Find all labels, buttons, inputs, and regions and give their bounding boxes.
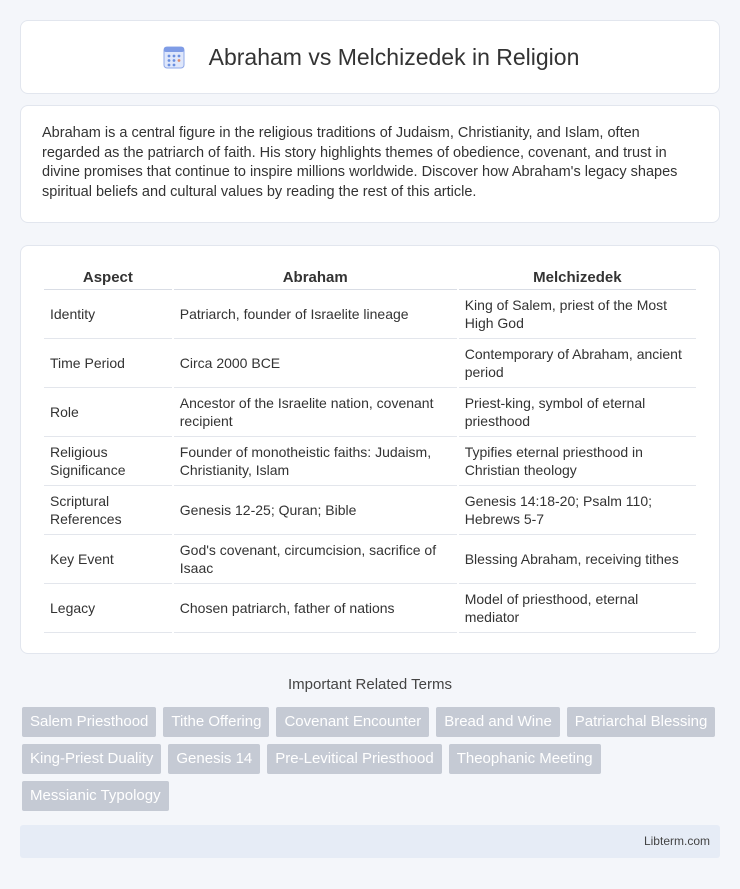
document-grid-icon <box>161 44 187 70</box>
tag-salem-priesthood[interactable]: Salem Priesthood <box>22 707 156 737</box>
header-abraham: Abraham <box>174 266 457 290</box>
row-aspect: Scriptural References <box>44 486 172 535</box>
row-abraham: Ancestor of the Israelite nation, covenant recipient <box>174 388 457 437</box>
tag-covenant-encounter[interactable]: Covenant Encounter <box>276 707 429 737</box>
intro-text: Abraham is a central figure in the religious traditions of Judaism, Christianity, and Islam, often regarded as the patriarch of faith. His story highlights themes of obedience, covenant, and trust in divine promises that continue to inspire millions worldwide. Discover how Abraham's legacy shapes spiritual beliefs and cultural values by reading the rest of this article. <box>42 125 678 200</box>
related-terms-title: Important Related Terms <box>288 676 452 693</box>
row-abraham: Genesis 12-25; Quran; Bible <box>174 486 457 535</box>
row-abraham: Chosen patriarch, father of nations <box>174 584 457 633</box>
footer <box>20 825 720 858</box>
tag-patriarchal-blessing[interactable]: Patriarchal Blessing <box>567 707 716 737</box>
row-aspect: Role <box>44 388 172 437</box>
row-aspect: Key Event <box>44 535 172 584</box>
table-row <box>44 535 696 584</box>
row-abraham: Patriarch, founder of Israelite lineage <box>174 290 457 339</box>
header-card <box>20 20 720 94</box>
header-aspect: Aspect <box>44 266 172 290</box>
tag-messianic-typology[interactable]: Messianic Typology <box>22 781 169 811</box>
tag-king-priest-duality[interactable]: King-Priest Duality <box>22 744 161 774</box>
tag-theophanic-meeting[interactable]: Theophanic Meeting <box>449 744 601 774</box>
tag-bread-and-wine[interactable]: Bread and Wine <box>436 707 560 737</box>
row-melchizedek: Model of priesthood, eternal mediator <box>459 584 696 633</box>
row-abraham: Founder of monotheistic faiths: Judaism, Christianity, Islam <box>174 437 457 486</box>
row-abraham: God's covenant, circumcision, sacrifice of Isaac <box>174 535 457 584</box>
table-row <box>44 437 696 486</box>
table-row <box>44 486 696 535</box>
row-melchizedek: Typifies eternal priesthood in Christian theology <box>459 437 696 486</box>
row-aspect: Time Period <box>44 339 172 388</box>
row-melchizedek: King of Salem, priest of the Most High God <box>459 290 696 339</box>
row-melchizedek: Genesis 14:18-20; Psalm 110; Hebrews 5-7 <box>459 486 696 535</box>
table-row <box>44 584 696 633</box>
row-melchizedek: Blessing Abraham, receiving tithes <box>459 535 696 584</box>
intro-card <box>20 105 720 223</box>
comparison-table <box>42 266 698 633</box>
row-aspect: Religious Significance <box>44 437 172 486</box>
page-title: Abraham vs Melchizedek in Religion <box>208 43 580 70</box>
table-row <box>44 388 696 437</box>
row-melchizedek: Contemporary of Abraham, ancient period <box>459 339 696 388</box>
row-abraham: Circa 2000 BCE <box>174 339 457 388</box>
row-aspect: Identity <box>44 290 172 339</box>
row-melchizedek: Priest-king, symbol of eternal priesthood <box>459 388 696 437</box>
table-row <box>44 339 696 388</box>
tag-pre-levitical-priesthood[interactable]: Pre-Levitical Priesthood <box>267 744 441 774</box>
tag-tithe-offering[interactable]: Tithe Offering <box>163 707 269 737</box>
tag-genesis-14[interactable]: Genesis 14 <box>168 744 260 774</box>
footer-site-link[interactable]: Libterm.com <box>643 834 710 848</box>
table-row <box>44 290 696 339</box>
comparison-table-card <box>20 245 720 654</box>
header-melchizedek: Melchizedek <box>459 266 696 290</box>
related-terms-tags <box>22 707 722 811</box>
table-header-row <box>44 266 696 290</box>
row-aspect: Legacy <box>44 584 172 633</box>
